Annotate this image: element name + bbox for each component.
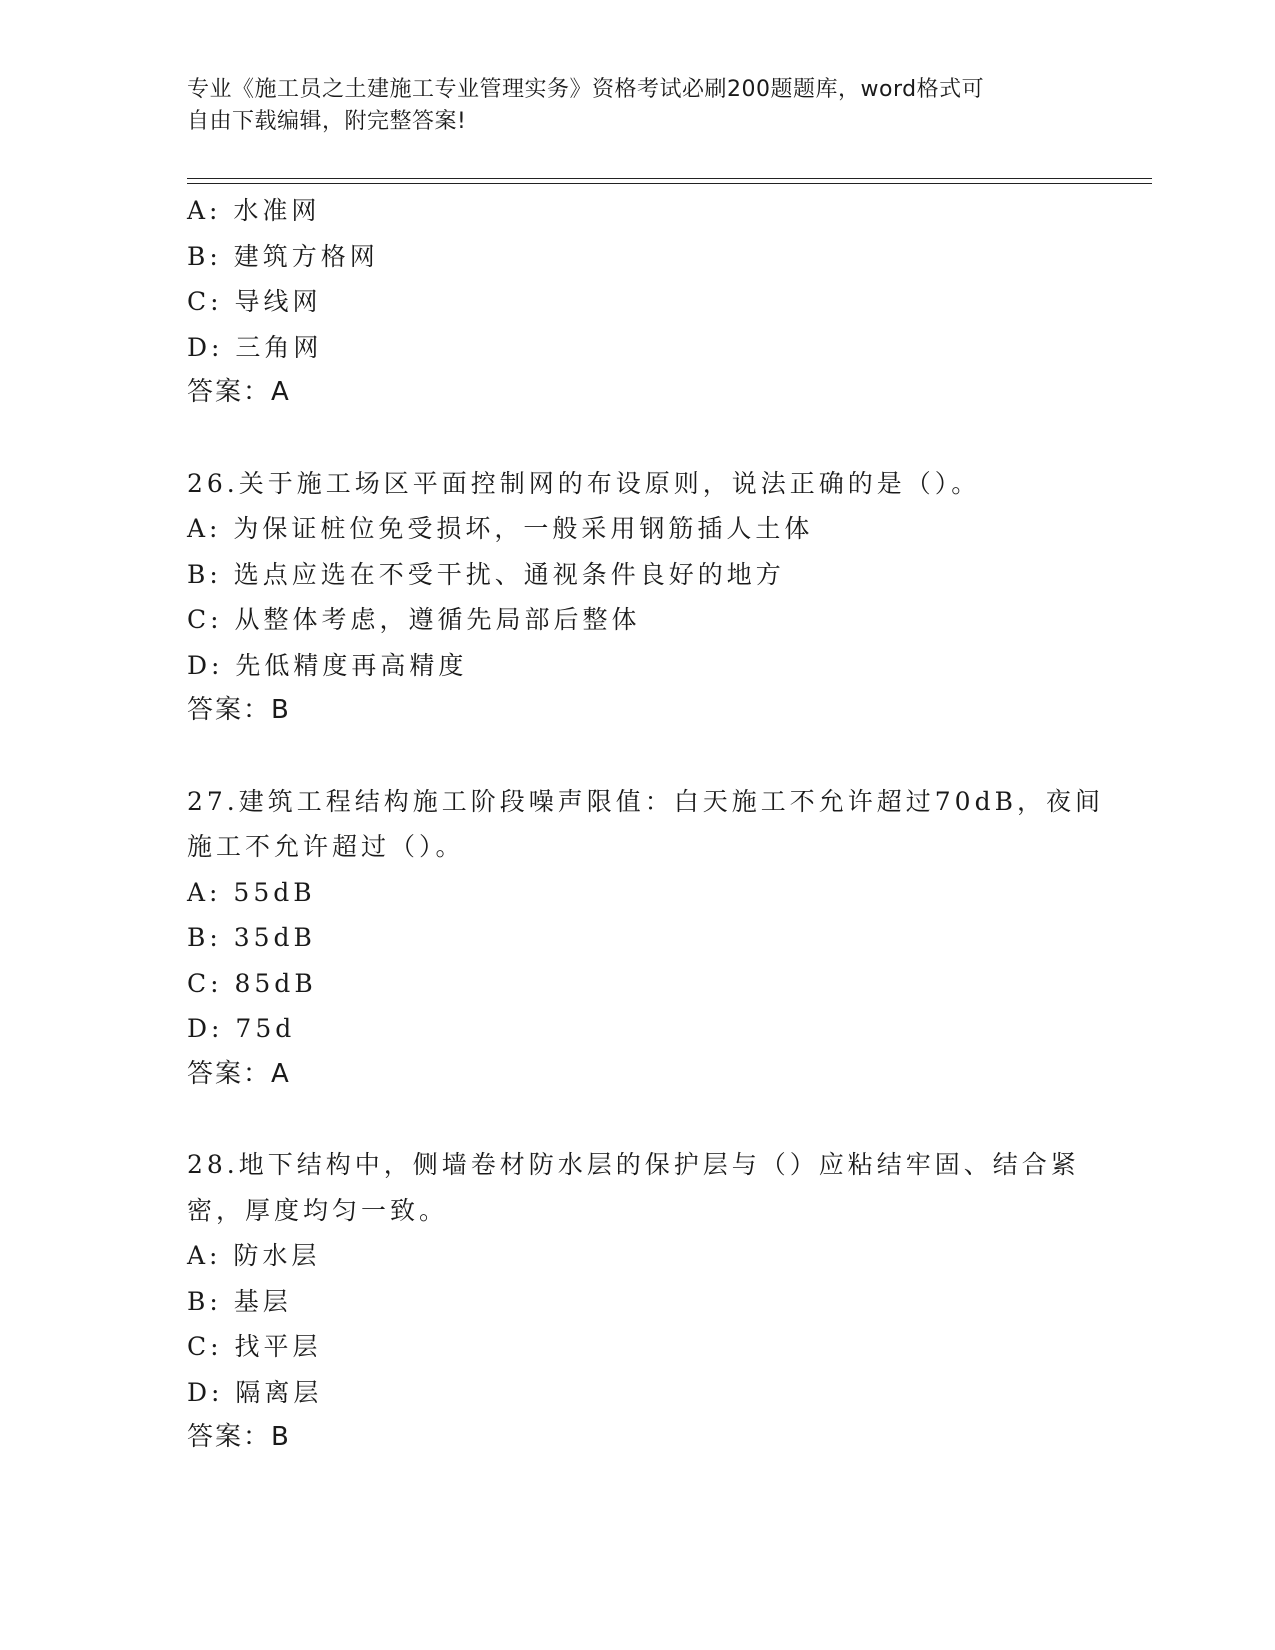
q26-answer: 答案：B [187, 695, 291, 725]
question-content [187, 188, 1127, 1461]
q27-answer: 答案：A [187, 1058, 291, 1089]
q25-option-d: D: 三角网 [187, 332, 323, 362]
q27-option-d: D: 75d [187, 1014, 296, 1043]
q25-option-c: C: 导线网 [187, 287, 322, 316]
question-25-block [187, 188, 1127, 416]
q27-stem-line-2: 施工不允许超过（）。 [187, 832, 465, 861]
question-28-block [187, 1142, 1127, 1461]
header-divider-top [187, 178, 1152, 179]
header-title-line-1: 专业《施工员之土建施工专业管理实务》资格考试必刷200题题库，word格式可 [187, 77, 985, 102]
q26-option-b: B: 选点应选在不受干扰、通视条件良好的地方 [187, 559, 785, 589]
header-title-line-2: 自由下载编辑，附完整答案! [187, 109, 467, 134]
spacer [187, 734, 1127, 779]
q28-answer: 答案：B [187, 1422, 291, 1452]
q28-option-a: A: 防水层 [187, 1241, 321, 1270]
q28-stem-line-2: 密，厚度均匀一致。 [187, 1195, 449, 1225]
q27-option-b: B: 35dB [187, 923, 316, 952]
q25-option-b: B: 建筑方格网 [187, 241, 379, 271]
q26-option-c: C: 从整体考虑，遵循先局部后整体 [187, 605, 641, 634]
q26-stem: 26.关于施工场区平面控制网的布设原则，说法正确的是（）。 [187, 468, 981, 498]
q26-option-d: D: 先低精度再高精度 [187, 650, 468, 680]
q28-stem-line-1: 28.地下结构中，侧墙卷材防水层的保护层与（）应粘结牢固、结合紧 [187, 1150, 1080, 1179]
q28-option-b: B: 基层 [187, 1286, 292, 1316]
q28-option-d: D: 隔离层 [187, 1377, 323, 1407]
q25-answer: 答案：A [187, 377, 291, 407]
q27-option-c: C: 85dB [187, 968, 317, 998]
q27-option-a: A: 55dB [187, 877, 316, 907]
spacer [187, 416, 1127, 461]
question-26-block [187, 461, 1127, 734]
q27-stem-line-1: 27.建筑工程结构施工阶段噪声限值：白天施工不允许超过70dB，夜间 [187, 786, 1104, 816]
spacer [187, 1097, 1127, 1142]
q26-option-a: A: 为保证桩位免受损坏，一般采用钢筋插人土体 [187, 514, 814, 543]
q28-option-c: C: 找平层 [187, 1332, 322, 1361]
header-divider-bottom [187, 183, 1152, 184]
q25-option-a: A: 水准网 [187, 196, 321, 225]
question-27-block [187, 779, 1127, 1098]
page-header [187, 74, 1087, 138]
